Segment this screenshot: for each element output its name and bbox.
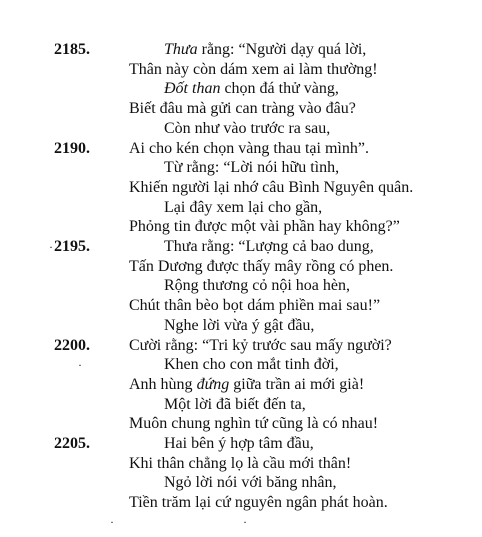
text-segment: Muôn chung nghìn tứ cũng là có nhau! xyxy=(129,415,379,433)
poem-line xyxy=(0,355,482,375)
verse-text xyxy=(129,60,378,80)
verse-text xyxy=(164,355,339,375)
text-segment: Lại đây xem lại cho gần, xyxy=(164,198,323,216)
text-segment: Ngỏ lời nói với băng nhân, xyxy=(164,474,337,492)
poem-line xyxy=(0,198,482,218)
poem-line xyxy=(0,316,482,336)
verse-text xyxy=(129,296,380,316)
verse-text xyxy=(129,375,364,395)
text-segment: Còn như vào trước ra sau, xyxy=(164,119,331,137)
poem-line xyxy=(0,434,482,454)
verse-text xyxy=(129,217,400,237)
text-segment: rằng: “Người dạy quá lời, xyxy=(197,41,367,58)
verse-text xyxy=(164,198,322,218)
poem-line xyxy=(0,237,482,257)
verse-text xyxy=(164,79,339,99)
verse-text xyxy=(129,99,356,119)
poem-line xyxy=(0,158,482,178)
text-segment: Tấn Dương được thấy mây rồng có phen. xyxy=(129,257,394,275)
line-number: 2200. xyxy=(54,336,90,354)
poem-line xyxy=(0,395,482,415)
poem-line xyxy=(0,40,482,60)
text-segment: Cười rằng: “Tri kỷ trước sau mấy người? xyxy=(129,336,392,354)
text-segment: Hai bên ý hợp tâm đầu, xyxy=(164,435,314,452)
margin-dot: · xyxy=(110,515,114,529)
verse-text xyxy=(164,434,314,454)
poem-line xyxy=(0,257,482,277)
text-segment: Chút thân bèo bọt dám phiền mai sau!” xyxy=(129,297,381,315)
verse-text xyxy=(129,178,413,198)
text-segment: Một lời đã biết đến ta, xyxy=(164,395,306,413)
poem-line xyxy=(0,276,482,296)
text-segment: Tiền trăm lại cứ nguyên ngân phát hoàn. xyxy=(129,494,388,512)
italic-segment: Đốt than xyxy=(164,80,221,98)
verse-text xyxy=(129,257,393,277)
poem-line xyxy=(0,178,482,198)
text-segment: Nghe lời vừa ý gật đầu, xyxy=(164,316,315,334)
poem-line xyxy=(0,493,482,513)
text-segment: giữa trần ai mới già! xyxy=(229,375,365,393)
verse-text xyxy=(164,316,314,336)
verse-text xyxy=(164,40,366,60)
text-segment: Khen cho con mắt tinh đời, xyxy=(164,356,339,374)
text-segment: Khiến người lại nhớ câu Bình Nguyên quân. xyxy=(129,178,414,196)
poem-line xyxy=(0,375,482,395)
line-number: 2185. xyxy=(54,41,90,58)
text-segment: Ai cho kén chọn vàng thau tại mình”. xyxy=(129,139,369,157)
line-number: 2195. xyxy=(54,238,90,255)
poem-line xyxy=(0,139,482,159)
verse-text xyxy=(164,276,350,296)
line-number: 2205. xyxy=(54,435,90,452)
text-segment: Thân này còn dám xem ai làm thường! xyxy=(129,60,378,78)
verse-text xyxy=(164,119,330,139)
verse-text xyxy=(129,454,351,474)
text-segment: Từ rằng: “Lời nói hữu tình, xyxy=(164,159,340,177)
text-segment: Phỏng tin được một vài phần hay không?” xyxy=(129,218,400,236)
poem-line xyxy=(0,217,482,237)
verse-text xyxy=(129,414,378,434)
italic-segment: đứng xyxy=(196,375,230,393)
poem-line xyxy=(0,79,482,99)
text-segment: Rộng thương cỏ nội hoa hèn, xyxy=(164,277,350,295)
poem-line xyxy=(0,60,482,80)
poem-line xyxy=(0,454,482,474)
italic-segment: Thưa xyxy=(164,41,198,58)
verse-text xyxy=(164,158,339,178)
verse-text xyxy=(129,493,388,513)
verse-text xyxy=(164,473,336,493)
margin-dot: · xyxy=(78,358,82,372)
text-segment: chọn đá thử vàng, xyxy=(220,80,339,98)
verse-text xyxy=(129,336,392,356)
margin-dot: · xyxy=(49,240,53,254)
verse-text xyxy=(129,139,369,159)
text-segment: Khi thân chẳng lọ là cầu mới thân! xyxy=(129,454,352,472)
text-segment: Anh hùng xyxy=(129,375,197,393)
text-segment: Thưa rằng: “Lượng cả bao dung, xyxy=(164,238,374,255)
poem-line xyxy=(0,414,482,434)
text-segment: Biết đâu mà gửi can tràng vào đâu? xyxy=(129,100,356,118)
poem-line xyxy=(0,99,482,119)
margin-dot: · xyxy=(243,515,247,529)
poem-line xyxy=(0,119,482,139)
poem-line xyxy=(0,473,482,493)
poem-line xyxy=(0,336,482,356)
line-number: 2190. xyxy=(54,139,90,157)
verse-text xyxy=(164,395,306,415)
poem-line xyxy=(0,296,482,316)
verse-text xyxy=(164,237,374,257)
